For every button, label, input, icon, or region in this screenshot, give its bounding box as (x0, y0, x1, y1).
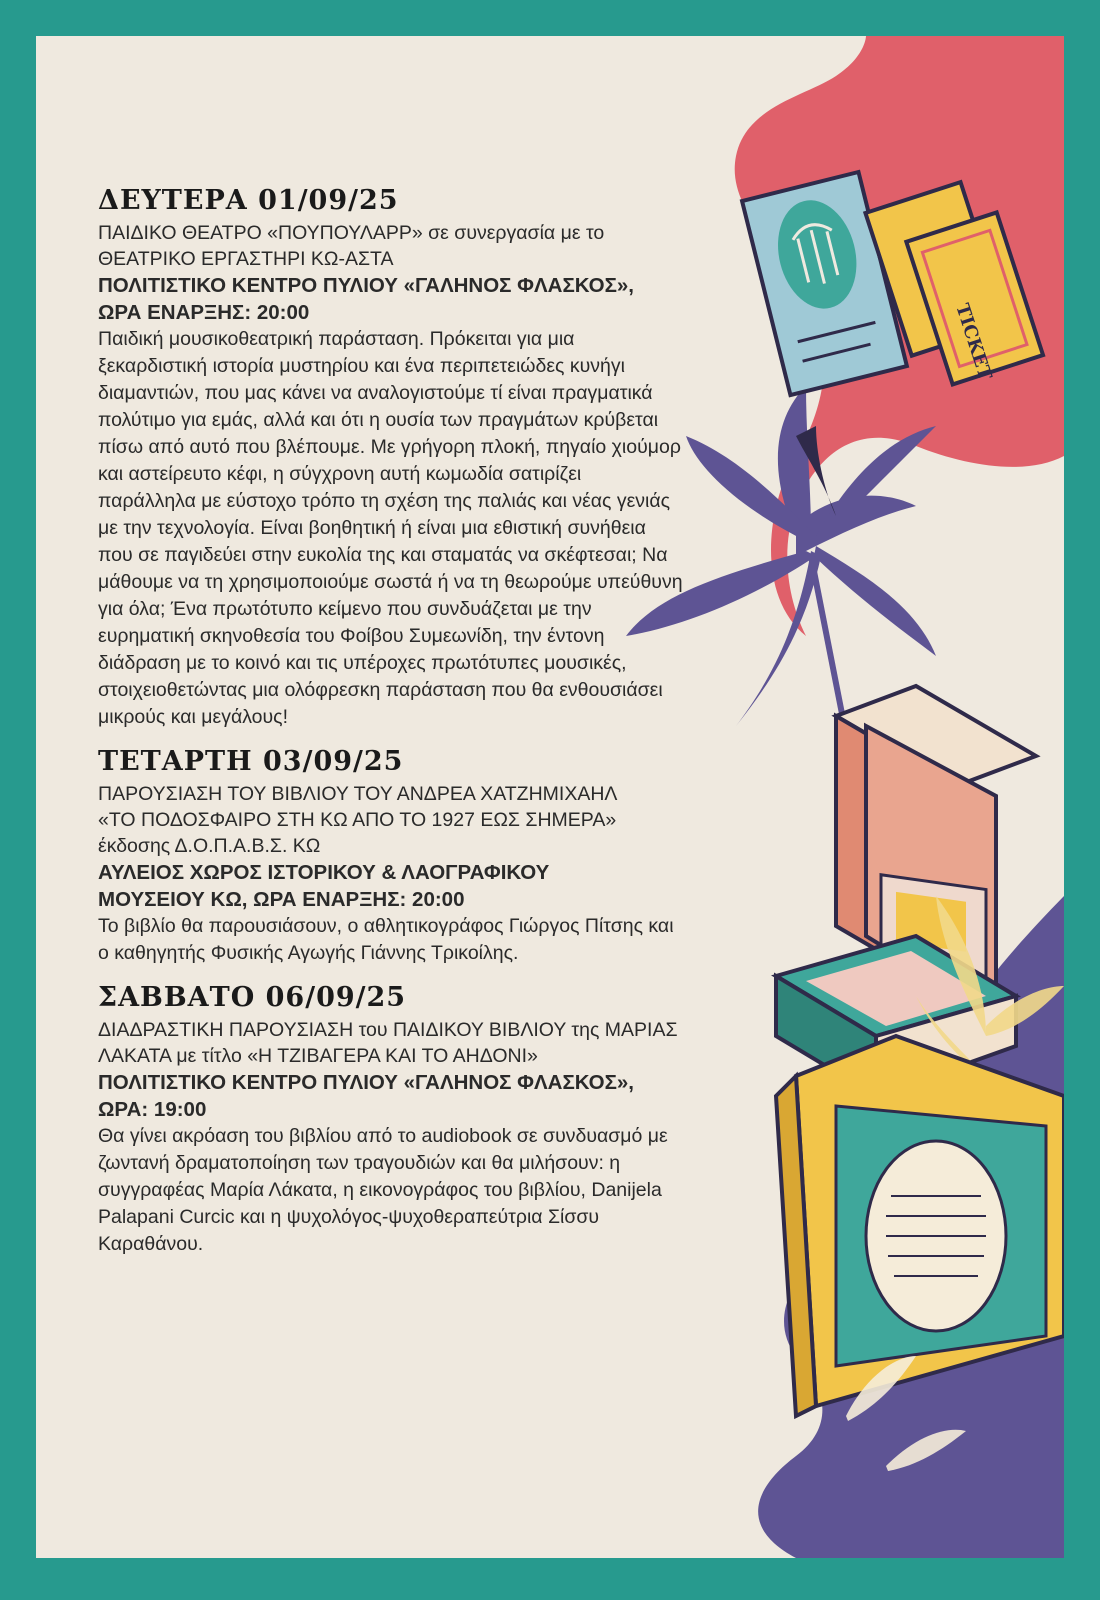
event-venue: ΩΡΑ ΕΝΑΡΞΗΣ: 20:00 (98, 301, 310, 324)
event-description-line: ζωντανή δραματοποίηση των τραγουδιών και θα μιλήσουν: η (98, 1152, 621, 1174)
event-block (98, 981, 758, 1258)
event-description-line: Το βιβλίο θα παρουσιάσουν, ο αθλητικογράφος Γιώργος Πίτσης και (98, 915, 674, 937)
paper-background (36, 36, 1064, 1558)
event-description-line: και αστείρευτο κέφι, η σύγχρονη αυτή κωμωδία σατιρίζει (98, 463, 582, 485)
event-venue: ΠΟΛΙΤΙΣΤΙΚΟ ΚΕΝΤΡΟ ΠΥΛΙΟΥ «ΓΑΛΗΝΟΣ ΦΛΑΣΚΟΣ», (98, 274, 634, 297)
event-line: έκδοσης Δ.Ο.Π.Α.Β.Σ. ΚΩ (98, 835, 321, 857)
event-description-line: Καραθάνου. (98, 1233, 204, 1255)
event-date: ΣΑΒΒΑΤΟ 06/09/25 (98, 982, 407, 1013)
event-line: ΛΑΚΑΤΑ με τίτλο «Η ΤΖΙΒΑΓΕΡΑ ΚΑΙ ΤΟ ΑΗΔΟΝΙ» (98, 1045, 538, 1067)
event-line: ΔΙΑΔΡΑΣΤΙΚΗ ΠΑΡΟΥΣΙΑΣΗ του ΠΑΙΔΙΚΟΥ ΒΙΒΛΙΟΥ της ΜΑΡΙΑΣ (98, 1019, 678, 1041)
event-venue: ΩΡΑ: 19:00 (98, 1098, 207, 1121)
event-description-line: διαμαντιών, που μας κάνει να αναλογιστούμε τί είναι πραγματικά (98, 382, 653, 404)
event-block (98, 184, 758, 731)
event-description-line: παράλληλα με εύστοχο τρόπο τη σχέση της παλιάς και νέας γενιάς (98, 490, 671, 512)
event-description-line: συγγραφέας Μαρία Λάκατα, η εικονογράφος του βιβλίου, Danijela (98, 1179, 662, 1201)
event-date: ΤΕΤΑΡΤΗ 03/09/25 (98, 746, 404, 777)
event-description-line: Palapani Curcic και η ψυχολόγος-ψυχοθεραπεύτρια Σίσσυ (98, 1206, 600, 1228)
event-description-line: στοιχειοθετώντας μια ολόφρεσκη παράσταση που θα ενθουσιάσει (98, 679, 663, 701)
event-description-line: μάθουμε να τη χρησιμοποιούμε σωστά ή να τη θεωρούμε υπεύθυνη (98, 571, 683, 593)
event-description-line: με την τεχνολογία. Είναι βοηθητική ή είναι μια εθιστική συνήθεια (98, 517, 646, 539)
event-description-line: ξεκαρδιστική ιστορία μυστηρίου και ένα περιπετειώδες κυνήγι (98, 355, 625, 377)
event-line: ΠΑΙΔΙΚΟ ΘΕΑΤΡΟ «ΠΟΥΠΟΥΛΑΡΡ» σε συνεργασία με το (98, 222, 605, 244)
event-description-line: που σε παγιδεύει στην ευκολία της και σταματάς να σκέφτεσαι; Να (98, 544, 668, 566)
event-line: «ΤΟ ΠΟΔΟΣΦΑΙΡΟ ΣΤΗ ΚΩ ΑΠΟ ΤΟ 1927 ΕΩΣ ΣΗΜΕΡΑ» (98, 809, 617, 831)
event-description-line: πίσω από αυτό που βλέπουμε. Με γρήγορη πλοκή, πηγαίο χιούμορ (98, 436, 681, 458)
event-description-line: Παιδική μουσικοθεατρική παράσταση. Πρόκειται για μια (98, 328, 575, 350)
event-description-line: για όλα; Ένα πρωτότυπο κείμενο που συνδυάζεται με την (98, 598, 592, 620)
event-line: ΠΑΡΟΥΣΙΑΣΗ ΤΟΥ ΒΙΒΛΙΟΥ ΤΟΥ ΑΝΔΡΕΑ ΧΑΤΖΗΜΙΧΑΗΛ (98, 783, 618, 805)
event-line: ΘΕΑΤΡΙΚΟ ΕΡΓΑΣΤΗΡΙ ΚΩ-ΑΣΤΑ (98, 248, 394, 270)
event-description-line: ευρηματική σκηνοθεσία του Φοίβου Συμεωνίδη, την έντονη (98, 625, 605, 647)
ticket-text: TICKET (951, 301, 996, 383)
event-date: ΔΕΥΤΕΡΑ 01/09/25 (98, 185, 399, 216)
event-description-line: διάδραση με το κοινό και τις υπέροχες πρωτότυπες μουσικές, (98, 652, 627, 674)
event-description-line: ο καθηγητής Φυσικής Αγωγής Γιάννης Τρικοίλης. (98, 942, 519, 964)
event-venue: ΠΟΛΙΤΙΣΤΙΚΟ ΚΕΝΤΡΟ ΠΥΛΙΟΥ «ΓΑΛΗΝΟΣ ΦΛΑΣΚΟΣ», (98, 1071, 634, 1094)
event-block (98, 745, 758, 967)
event-description-line: πολύτιμο για εμάς, αλλά και ότι η ουσία των πραγμάτων κρύβεται (98, 409, 659, 431)
events-list (98, 184, 758, 1272)
event-venue: ΑΥΛΕΙΟΣ ΧΩΡΟΣ ΙΣΤΟΡΙΚΟΥ & ΛΑΟΓΡΑΦΙΚΟΥ (98, 861, 550, 884)
event-venue: ΜΟΥΣΕΙΟΥ ΚΩ, ΩΡΑ ΕΝΑΡΞΗΣ: 20:00 (98, 888, 465, 911)
event-description-line: μικρούς και μεγάλους! (98, 706, 289, 728)
event-description-line: Θα γίνει ακρόαση του βιβλίου από το audiobook σε συνδυασμό με (98, 1125, 668, 1147)
